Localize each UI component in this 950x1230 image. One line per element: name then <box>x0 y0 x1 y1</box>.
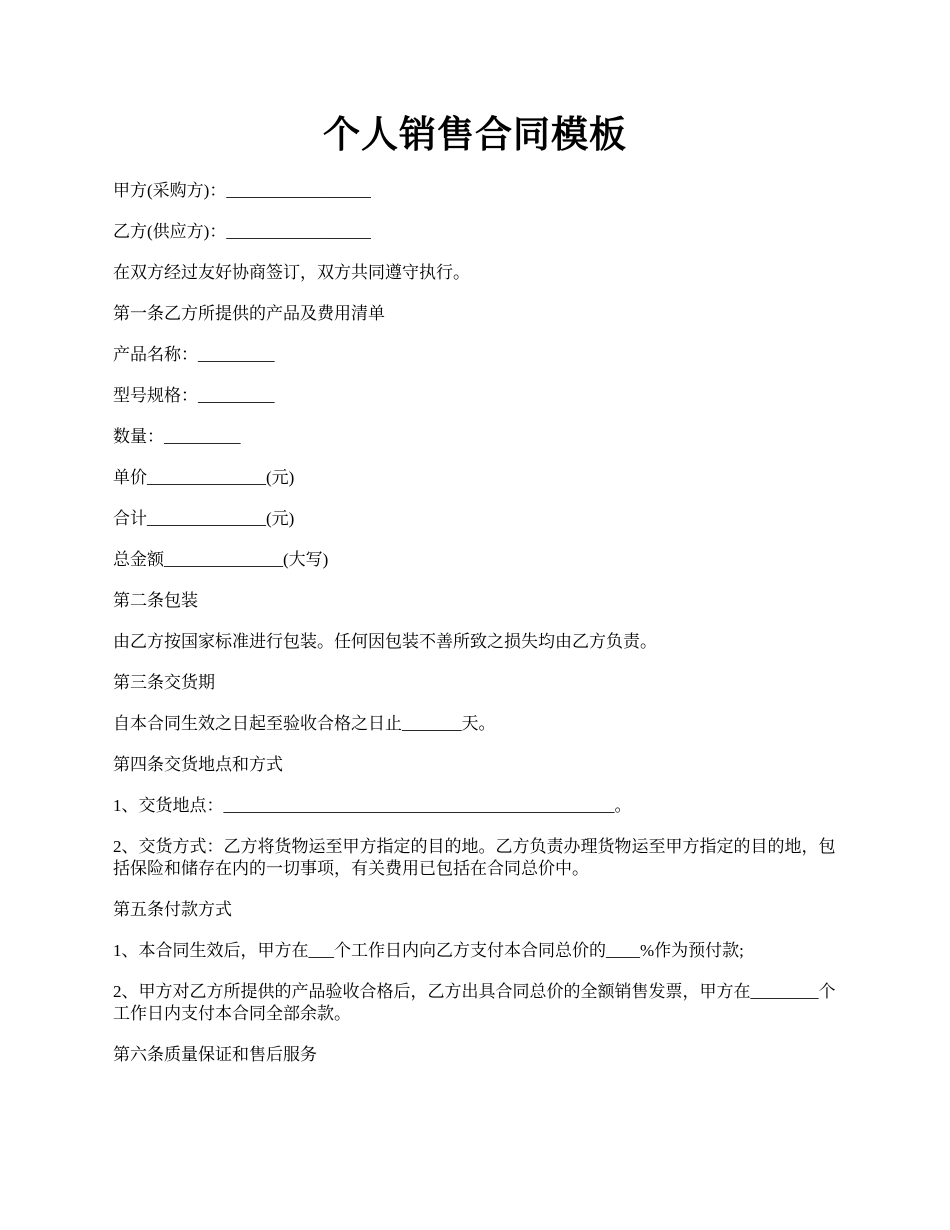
quantity-line: 数量：_________ <box>113 427 241 446</box>
delivery-location-clause: 1、交货地点：______________________________________________。 <box>113 796 632 815</box>
article-4-heading: 第四条交货地点和方式 <box>113 755 283 774</box>
article-6-heading: 第六条质量保证和售后服务 <box>113 1045 317 1064</box>
advance-payment-clause: 1、本合同生效后，甲方在___个工作日内向乙方支付本合同总价的____%作为预付款; <box>113 941 744 960</box>
final-payment-clause: 2、甲方对乙方所提供的产品验收合格后，乙方出具合同总价的全额销售发票，甲方在________个工作日内支付本合同全部余款。 <box>113 982 836 1023</box>
article-1-heading: 第一条乙方所提供的产品及费用清单 <box>113 304 385 323</box>
total-amount-line: 总金额______________(大写) <box>113 550 329 569</box>
agreement-statement: 在双方经过友好协商签订，双方共同遵守执行。 <box>113 263 470 282</box>
unit-price-line: 单价______________(元) <box>113 468 295 487</box>
model-spec-line: 型号规格：_________ <box>113 386 275 405</box>
delivery-method-clause: 2、交货方式：乙方将货物运至甲方指定的目的地。乙方负责办理货物运至甲方指定的目的地，包括保险和储存在内的一切事项，有关费用已包括在合同总价中。 <box>113 837 836 878</box>
article-3-heading: 第三条交货期 <box>113 673 215 692</box>
document-title: 个人销售合同模板 <box>323 115 627 156</box>
party-a-line: 甲方(采购方)：_________________ <box>113 181 371 200</box>
article-5-heading: 第五条付款方式 <box>113 900 232 919</box>
article-2-heading: 第二条包装 <box>113 591 198 610</box>
packaging-clause: 由乙方按国家标准进行包装。任何因包装不善所致之损失均由乙方负责。 <box>113 632 657 651</box>
document-body <box>113 180 841 1085</box>
subtotal-line: 合计______________(元) <box>113 509 295 528</box>
product-name-line: 产品名称：_________ <box>113 345 275 364</box>
party-b-line: 乙方(供应方)：_________________ <box>113 222 371 241</box>
delivery-period-clause: 自本合同生效之日起至验收合格之日止_______天。 <box>113 714 496 733</box>
